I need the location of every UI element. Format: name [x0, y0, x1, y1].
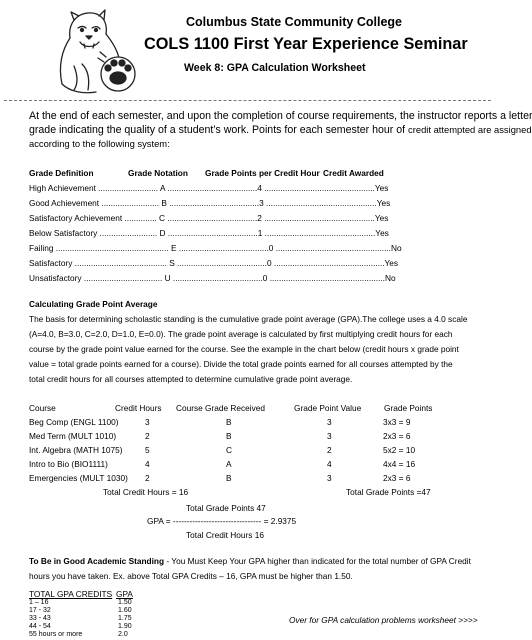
standing-line-1: To Be in Good Academic Standing - You Must Keep Your GPA higher than indicated for the total number of GPA Credit — [29, 556, 471, 566]
worksheet-title: Week 8: GPA Calculation Worksheet — [184, 62, 366, 74]
calc-line-3: course by the grade point value earned for the course. See the example in the chart below (credit hours x grade point — [29, 344, 459, 354]
example-header-points: Grade Points — [384, 403, 433, 413]
example-course: Int. Algebra (MATH 1075) — [29, 445, 123, 455]
total-credit-hours: Total Credit Hours = 16 — [103, 487, 189, 497]
example-hours: 4 — [145, 459, 150, 469]
credits-header-total: TOTAL GPA CREDITS — [29, 589, 113, 599]
example-header-grade: Course Grade Received — [176, 403, 266, 413]
example-grade: B — [226, 473, 232, 483]
credits-header-gpa: GPA — [116, 589, 133, 599]
course-title: COLS 1100 First Year Experience Seminar — [144, 35, 468, 53]
total-grade-points: Total Grade Points =47 — [346, 487, 431, 497]
example-hours: 3 — [145, 417, 150, 427]
example-value: 3 — [327, 431, 332, 441]
grade-table-header-notation: Grade Notation — [128, 168, 188, 178]
credits-gpa: 1.90 — [118, 623, 132, 630]
example-hours: 2 — [145, 473, 150, 483]
credits-range: 1 – 16 — [29, 599, 49, 606]
calc-line-4: value = total grade points earned for a course). Divide the total grade points earned for all courses attempted by the — [29, 359, 453, 369]
college-name: Columbus State Community College — [186, 15, 402, 29]
calc-line-5: total credit hours for all courses attempted to determine cumulative grade point average. — [29, 374, 353, 384]
gpa-denominator: Total Credit Hours 16 — [186, 530, 264, 540]
example-value: 2 — [327, 445, 332, 455]
credits-range: 33 - 43 — [29, 615, 51, 622]
example-points: 3x3 = 9 — [383, 417, 411, 427]
credits-gpa: 2.0 — [118, 631, 128, 638]
example-header-value: Grade Point Value — [294, 403, 362, 413]
gpa-numerator: Total Grade Points 47 — [186, 503, 266, 513]
gpa-formula: GPA = -------------------------------- = 2.9375 — [147, 516, 297, 526]
calc-heading: Calculating Grade Point Average — [29, 299, 158, 309]
grade-row: Below Satisfactory ......................... D .......................................1 ................................................Yes — [29, 228, 389, 238]
grade-row: Unsatisfactory .................................. U .......................................0 ..................................................No — [29, 273, 396, 283]
footer-note: Over for GPA calculation problems worksheet >>>> — [289, 615, 478, 625]
intro-line-2: grade indicating the quality of a student’s work. Points for each semester hour of credit attempted are assigned — [29, 124, 532, 136]
grade-row: Good Achievement ......................... B .......................................3 ................................................Yes — [29, 198, 391, 208]
example-hours: 5 — [145, 445, 150, 455]
example-value: 3 — [327, 473, 332, 483]
standing-line-2: hours you have taken. Ex. above Total GPA Credits – 16, GPA must be higher than 1.50. — [29, 571, 353, 581]
header-divider — [4, 100, 491, 101]
intro-line-1: At the end of each semester, and upon the completion of course requirements, the instructor reports a letter — [29, 110, 532, 122]
credits-range: 44 - 54 — [29, 623, 51, 630]
example-course: Beg Comp (ENGL 1100) — [29, 417, 119, 427]
example-value: 4 — [327, 459, 332, 469]
grade-row: Satisfactory ........................................ S .......................................0 ................................................Yes — [29, 258, 399, 268]
example-grade: B — [226, 417, 232, 427]
cougar-mascot-logo — [44, 4, 140, 100]
intro-line-3: according to the following system: — [29, 138, 170, 149]
credits-gpa: 1.75 — [118, 615, 132, 622]
example-grade: A — [226, 459, 232, 469]
example-course: Intro to Bio (BIO1111) — [29, 459, 108, 469]
example-header-course: Course — [29, 403, 56, 413]
example-value: 3 — [327, 417, 332, 427]
grade-table-header-points: Grade Points per Credit Hour — [205, 168, 320, 178]
credits-gpa: 1.60 — [118, 607, 132, 614]
grade-table-header-awarded: Credit Awarded — [323, 168, 384, 178]
credits-range: 55 hours or more — [29, 631, 83, 638]
example-points: 2x3 = 6 — [383, 473, 411, 483]
example-points: 2x3 = 6 — [383, 431, 411, 441]
grade-table-header-definition: Grade Definition — [29, 168, 94, 178]
example-grade: C — [226, 445, 232, 455]
grade-row: High Achievement .......................... A .......................................4 ................................................Yes — [29, 183, 389, 193]
example-header-hours: Credit Hours — [115, 403, 162, 413]
credits-range: 17 - 32 — [29, 607, 51, 614]
example-course: Emergencies (MULT 1030) — [29, 473, 128, 483]
example-course: Med Term (MULT 1010) — [29, 431, 117, 441]
calc-line-2: (A=4.0, B=3.0, C=2.0, D=1.0, E=0.0). The grade point average is calculated by first multiplying credit hours for each — [29, 329, 453, 339]
example-points: 4x4 = 16 — [383, 459, 416, 469]
credits-gpa: 1.50 — [118, 599, 132, 606]
grade-row: Satisfactory Achievement .............. C .......................................2 ................................................Yes — [29, 213, 389, 223]
calc-line-1: The basis for determining scholastic standing is the cumulative grade point average (GPA).The college uses a 4.0 scale — [29, 314, 468, 324]
example-points: 5x2 = 10 — [383, 445, 416, 455]
example-grade: B — [226, 431, 232, 441]
example-hours: 2 — [145, 431, 150, 441]
grade-row: Failing ................................................. E .......................................0 ..................................................No — [29, 243, 402, 253]
